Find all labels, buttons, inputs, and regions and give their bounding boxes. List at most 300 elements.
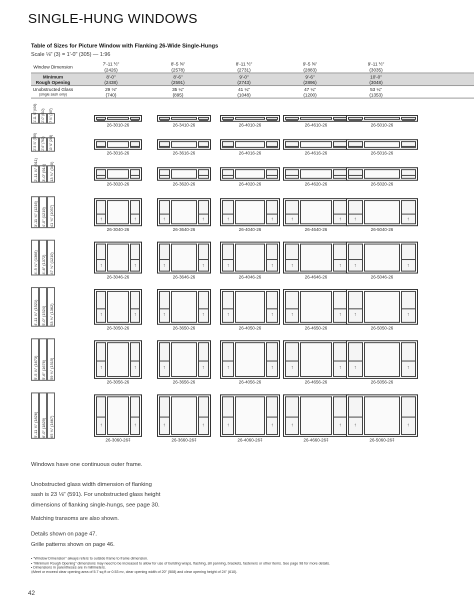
window-unit <box>220 115 280 122</box>
window-code: 26-3660-26‡ <box>171 437 197 443</box>
meeting-rail <box>131 417 139 418</box>
meeting-rail <box>160 120 169 121</box>
window-code: 26-3656-26 <box>172 379 196 385</box>
flanking-sash-right <box>333 244 347 272</box>
row-glass-label: 65 ⅝" (1667) <box>49 415 54 438</box>
picture-pane <box>235 291 265 323</box>
row-window-height-label: 4'-11 ⅞" (1521) <box>33 299 38 326</box>
meeting-rail <box>160 146 169 147</box>
unobstructed-glass-row <box>31 86 474 99</box>
operation-arrow-icon: ↑ <box>291 312 294 319</box>
flanking-sash-left <box>96 244 106 272</box>
operation-arrow-icon: ↑ <box>354 365 357 372</box>
operation-arrow-icon: ↑ <box>407 262 410 269</box>
window-code: 26-4616-26 <box>304 150 328 156</box>
meeting-rail <box>199 146 208 147</box>
flanking-sash-right <box>401 141 416 148</box>
meeting-rail <box>160 175 169 176</box>
picture-pane <box>171 200 197 224</box>
meeting-rail <box>97 259 105 260</box>
window-code: 26-4650-26 <box>304 325 328 331</box>
window-unit <box>346 242 418 274</box>
meeting-rail <box>286 214 298 215</box>
window-code: 26-5050-26 <box>370 325 394 331</box>
row-glass-label: 13 ⅜" (340) <box>49 161 54 182</box>
meeting-rail <box>97 417 105 418</box>
header-cell-metric: (740) <box>105 92 117 98</box>
window-code: 26-4010-26 <box>238 122 262 128</box>
window-code: 26-4660-26‡ <box>303 437 329 443</box>
picture-pane <box>300 342 332 377</box>
window-code: 26-4050-26 <box>238 325 262 331</box>
window-unit <box>157 198 211 226</box>
note-line: Unobstructed glass width dimension of flanking <box>31 481 152 488</box>
page-title: SINGLE-HUNG WINDOWS <box>28 11 198 27</box>
picture-pane <box>107 244 129 272</box>
header-cell <box>220 74 268 85</box>
flanking-sash-left <box>222 342 234 377</box>
meeting-rail <box>131 175 139 176</box>
picture-pane <box>364 342 400 377</box>
picture-pane <box>171 141 197 148</box>
header-cell-metric: (895) <box>172 92 184 98</box>
flanking-sash-right <box>266 141 278 148</box>
operation-arrow-icon: ↑ <box>291 216 294 223</box>
meeting-rail <box>131 214 139 215</box>
meeting-rail <box>402 259 415 260</box>
operation-arrow-icon: ↑ <box>134 312 137 319</box>
window-unit <box>157 289 211 325</box>
row-rough-opening-label: 4'-0" (1219) <box>41 207 46 228</box>
picture-pane <box>235 396 265 435</box>
rough-opening-label-line1: Minimum <box>42 74 64 80</box>
header-cell-metric: (3035) <box>369 67 383 73</box>
window-code: 26-4060-26‡ <box>237 437 263 443</box>
header-cell-imperial: 8'-0" <box>106 74 116 80</box>
meeting-rail <box>131 146 139 147</box>
window-unit <box>283 167 349 181</box>
window-unit <box>220 139 280 150</box>
header-cell <box>154 62 202 73</box>
flanking-sash-right <box>130 244 140 272</box>
meeting-rail <box>199 214 208 215</box>
meeting-rail <box>402 175 415 176</box>
window-unit <box>94 242 142 274</box>
meeting-rail <box>97 214 105 215</box>
flanking-sash-left <box>222 200 234 224</box>
flanking-sash-left <box>285 244 299 272</box>
header-cell <box>352 62 400 73</box>
header-cell <box>352 74 400 85</box>
meeting-rail <box>223 146 233 147</box>
operation-arrow-icon: ↑ <box>202 422 205 429</box>
meeting-rail <box>349 214 362 215</box>
operation-arrow-icon: ↑ <box>202 262 205 269</box>
header-cell-metric: (3048) <box>369 79 383 85</box>
flanking-sash-left <box>285 342 299 377</box>
flanking-sash-right <box>333 141 347 148</box>
window-unit <box>94 139 142 150</box>
rough-opening-row <box>31 73 474 86</box>
flanking-sash-right <box>130 291 140 323</box>
meeting-rail <box>97 361 105 362</box>
picture-pane <box>235 169 265 179</box>
meeting-rail <box>349 175 362 176</box>
header-cell-imperial: 8'-6" <box>173 74 183 80</box>
meeting-rail <box>160 259 169 260</box>
flanking-sash-left <box>159 396 170 435</box>
operation-arrow-icon: ↑ <box>354 262 357 269</box>
window-unit <box>283 242 349 274</box>
meeting-rail <box>402 361 415 362</box>
header-cell-imperial: 9'-0" <box>239 74 249 80</box>
meeting-rail <box>349 361 362 362</box>
header-cell <box>154 74 202 85</box>
meeting-rail <box>267 146 277 147</box>
window-code: 26-3040-26 <box>106 227 130 232</box>
meeting-rail <box>199 259 208 260</box>
window-unit <box>94 289 142 325</box>
meeting-rail <box>199 417 208 418</box>
flanking-sash-right <box>266 169 278 179</box>
operation-arrow-icon: ↑ <box>227 365 230 372</box>
header-cell-imperial: 9'-11 ½" <box>367 61 385 67</box>
operation-arrow-icon: ↑ <box>407 422 410 429</box>
flanking-sash-right <box>401 342 416 377</box>
window-unit <box>157 242 211 274</box>
rough-opening-label-line2: Rough Opening <box>35 79 71 85</box>
operation-arrow-icon: ↑ <box>407 365 410 372</box>
meeting-rail <box>286 259 298 260</box>
window-code: 26-4056-26 <box>238 379 262 385</box>
operation-arrow-icon: ↑ <box>202 312 205 319</box>
flanking-sash-right <box>266 342 278 377</box>
header-cell <box>87 87 135 98</box>
header-cell-imperial: 35 ¼" <box>172 86 184 92</box>
window-unit <box>157 139 211 150</box>
meeting-rail <box>334 175 346 176</box>
header-cell <box>220 62 268 73</box>
picture-pane <box>107 342 129 377</box>
row-glass-label: 10 ⅜" (264) <box>49 134 53 151</box>
picture-pane <box>171 117 197 120</box>
window-code: 26-3620-26 <box>172 181 196 187</box>
header-cell-imperial: 10'-0" <box>370 74 382 80</box>
row-rough-opening-label: 2'-6" (762) <box>41 136 45 151</box>
meeting-rail <box>349 259 362 260</box>
flanking-sash-left <box>96 169 106 179</box>
window-code: 26-5056-26 <box>370 379 394 385</box>
flanking-sash-left <box>159 141 170 148</box>
window-code: 26-3046-26 <box>106 274 130 280</box>
flanking-sash-right <box>401 117 416 120</box>
operation-arrow-icon: ↑ <box>339 365 342 372</box>
transom-note: Matching transoms are also shown. <box>31 516 119 522</box>
operation-arrow-icon: ↑ <box>291 422 294 429</box>
flanking-sash-left <box>285 141 299 148</box>
window-code: 26-5040-26 <box>370 227 394 232</box>
picture-pane <box>364 244 400 272</box>
flanking-sash-right <box>198 396 209 435</box>
meeting-rail <box>267 308 277 309</box>
header-cell <box>87 62 135 73</box>
operation-arrow-icon: ↑ <box>271 262 274 269</box>
flanking-sash-left <box>159 342 170 377</box>
window-code: 26-4610-26 <box>304 122 328 128</box>
window-unit <box>220 198 280 226</box>
window-code: 26-4640-26 <box>304 227 328 232</box>
picture-pane <box>364 291 400 323</box>
window-unit <box>283 198 349 226</box>
meeting-rail <box>349 146 362 147</box>
meeting-rail <box>286 417 298 418</box>
window-unit <box>157 115 211 122</box>
flanking-sash-right <box>266 200 278 224</box>
window-code: 26-3650-26 <box>172 325 196 331</box>
operation-arrow-icon: ↑ <box>163 216 166 223</box>
meeting-rail <box>334 146 346 147</box>
flanking-sash-right <box>198 244 209 272</box>
picture-pane <box>171 342 197 377</box>
flanking-sash-right <box>401 169 416 179</box>
meeting-rail <box>199 175 208 176</box>
table-subtitle: Table of Sizes for Picture Window with Flanking 26-Wide Single-Hungs <box>31 43 219 50</box>
row-window-height-label: 2'-5 ⅞" (758) <box>33 133 37 151</box>
flanking-sash-left <box>222 291 234 323</box>
flanking-sash-left <box>159 244 170 272</box>
window-code: 26-4040-26 <box>238 227 262 232</box>
row-glass-label: 47 ⅝" (1210) <box>49 252 54 275</box>
operation-arrow-icon: ↑ <box>134 262 137 269</box>
window-unit <box>94 394 142 437</box>
operation-arrow-icon: ↑ <box>354 312 357 319</box>
picture-pane <box>107 396 129 435</box>
flanking-sash-left <box>285 200 299 224</box>
row-glass-label: 41 ⅝" (1057) <box>49 204 54 228</box>
window-unit <box>346 198 418 226</box>
flanking-sash-left <box>222 396 234 435</box>
row-rough-opening-label: 5'-0" (1524) <box>41 305 46 326</box>
flanking-sash-left <box>348 291 363 323</box>
meeting-rail <box>334 259 346 260</box>
window-unit <box>94 340 142 379</box>
flanking-sash-left <box>159 169 170 179</box>
window-unit <box>283 115 349 122</box>
window-code: 26-3056-26 <box>106 379 130 385</box>
picture-pane <box>235 342 265 377</box>
size-header-table <box>31 61 474 99</box>
row-window-height-label: 1'-11 ⅞" (606) <box>33 103 37 123</box>
header-cell <box>286 62 334 73</box>
window-unit <box>94 115 142 122</box>
meeting-rail <box>267 214 277 215</box>
window-unit <box>220 340 280 379</box>
meeting-rail <box>349 120 362 121</box>
picture-pane <box>235 117 265 120</box>
operation-arrow-icon: ↑ <box>100 262 103 269</box>
flanking-sash-right <box>198 117 209 120</box>
header-cell-imperial: 29 ⅛" <box>105 86 117 92</box>
footnotes <box>31 557 451 575</box>
row-rough-opening-label: 4'-6" (1372) <box>41 254 46 275</box>
window-code: 26-3646-26 <box>172 274 196 280</box>
scale-note: Scale ⅛" (3) = 1'-0" (305) — 1:96 <box>31 52 111 58</box>
flanking-sash-left <box>222 117 234 120</box>
picture-pane <box>235 141 265 148</box>
flanking-sash-right <box>333 200 347 224</box>
header-cell-imperial: 47 ¼" <box>304 86 316 92</box>
picture-pane <box>107 141 129 148</box>
flanking-sash-right <box>130 141 140 148</box>
flanking-sash-left <box>96 117 106 120</box>
picture-pane <box>364 200 400 224</box>
flanking-sash-right <box>333 117 347 120</box>
window-code: 26-5060-26‡ <box>369 437 395 443</box>
flanking-sash-right <box>198 342 209 377</box>
header-cell <box>352 87 400 98</box>
picture-pane <box>364 117 400 120</box>
header-cell-metric: (1353) <box>369 92 383 98</box>
picture-pane <box>364 396 400 435</box>
operation-arrow-icon: ↑ <box>407 216 410 223</box>
operation-arrow-icon: ↑ <box>134 365 137 372</box>
picture-pane <box>107 291 129 323</box>
meeting-rail <box>223 175 233 176</box>
flanking-sash-left <box>348 141 363 148</box>
header-cell-imperial: 8'-11 ½" <box>235 61 253 67</box>
flanking-sash-right <box>198 169 209 179</box>
flanking-sash-right <box>401 244 416 272</box>
meeting-rail <box>267 361 277 362</box>
flanking-sash-right <box>266 117 278 120</box>
picture-pane <box>107 200 129 224</box>
operation-arrow-icon: ↑ <box>100 216 103 223</box>
operation-arrow-icon: ↑ <box>227 312 230 319</box>
grille-note: Grille patterns shown on page 46. <box>31 542 115 549</box>
row-rough-opening-label: 3'-0" (914) <box>41 163 46 182</box>
flanking-sash-left <box>222 169 234 179</box>
flanking-sash-right <box>333 342 347 377</box>
operation-arrow-icon: ↑ <box>271 216 274 223</box>
flanking-sash-left <box>348 396 363 435</box>
flanking-sash-left <box>285 291 299 323</box>
flanking-sash-left <box>96 291 106 323</box>
row-window-height-label: 4'-5 ⅞" (1368) <box>33 250 38 275</box>
window-unit <box>283 394 349 437</box>
operation-arrow-icon: ↑ <box>227 216 230 223</box>
flanking-sash-right <box>401 200 416 224</box>
header-cell-imperial: 9'-5 ⅝" <box>302 61 318 67</box>
window-unit <box>220 167 280 181</box>
header-cell-metric: (2426) <box>104 67 118 73</box>
row-glass-label: 7 ⅜" (187) <box>49 108 53 123</box>
flanking-sash-right <box>130 169 140 179</box>
flanking-sash-right <box>130 117 140 120</box>
meeting-rail <box>402 120 415 121</box>
row-window-height-label: 2'-11 ⅞" (911) <box>33 158 38 182</box>
page-number: 42 <box>28 590 35 597</box>
header-cell-metric: (2743) <box>237 79 251 85</box>
picture-pane <box>364 141 400 148</box>
window-code: 26-3050-26 <box>106 325 130 331</box>
meeting-rail <box>223 259 233 260</box>
operation-arrow-icon: ↑ <box>100 422 103 429</box>
window-code: 26-5020-26 <box>370 181 394 187</box>
picture-pane <box>107 117 129 120</box>
meeting-rail <box>199 361 208 362</box>
footnote-line: ‡Meet or exceed clear opening area of 5.7 sq ft or 0.53 m², clear opening width of 20" (508) and clear opening height of 24" (610). <box>31 570 238 574</box>
operation-arrow-icon: ↑ <box>134 216 137 223</box>
flanking-sash-left <box>348 342 363 377</box>
window-unit <box>94 198 142 226</box>
picture-pane <box>171 291 197 323</box>
picture-pane <box>364 169 400 179</box>
window-code: 26-4656-26 <box>304 379 328 385</box>
meeting-rail <box>267 120 277 121</box>
picture-pane <box>235 200 265 224</box>
flanking-sash-right <box>333 291 347 323</box>
operation-arrow-icon: ↑ <box>163 422 166 429</box>
header-cell-metric: (2731) <box>237 67 251 73</box>
flanking-sash-left <box>348 244 363 272</box>
flanking-sash-right <box>130 342 140 377</box>
meeting-rail <box>97 146 105 147</box>
window-code: 26-3020-26 <box>106 181 130 187</box>
unobstructed-glass-label-line1: Unobstructed Glass <box>32 86 74 92</box>
operation-arrow-icon: ↑ <box>202 216 205 223</box>
meeting-rail <box>199 120 208 121</box>
note-line: Windows have one continuous outer frame. <box>31 462 143 468</box>
picture-pane <box>300 200 332 224</box>
picture-pane <box>300 117 332 120</box>
window-unit <box>346 394 418 437</box>
window-unit <box>220 289 280 325</box>
header-cell-metric: (2578) <box>171 67 185 73</box>
header-cell <box>154 87 202 98</box>
window-code: 26-4620-26 <box>304 181 328 187</box>
details-note: Details shown on page 47. <box>31 531 97 538</box>
window-unit <box>283 289 349 325</box>
meeting-rail <box>286 146 298 147</box>
flanking-sash-right <box>198 141 209 148</box>
picture-pane <box>171 169 197 179</box>
flanking-sash-right <box>130 200 140 224</box>
meeting-rail <box>349 417 362 418</box>
row-rough-opening-label: 6'-0" (1829) <box>41 417 46 438</box>
footnote-line: • "Minimum Rough Opening" dimensions may need to be increased to allow for use of building wraps, flashing, sill panning, brackets, fasteners or other items. See page 98 for more details. <box>31 561 331 566</box>
picture-pane <box>300 244 332 272</box>
flanking-sash-right <box>266 291 278 323</box>
meeting-rail <box>286 361 298 362</box>
flanking-sash-left <box>96 141 106 148</box>
window-code: 26-3010-26 <box>106 122 130 128</box>
window-unit <box>346 289 418 325</box>
header-cell <box>286 87 334 98</box>
header-cell <box>220 87 268 98</box>
flanking-sash-left <box>159 200 170 224</box>
window-unit <box>346 340 418 379</box>
window-code: 26-4016-26 <box>238 150 262 156</box>
flanking-sash-right <box>333 169 347 179</box>
operation-arrow-icon: ↑ <box>271 422 274 429</box>
row-glass-label: 53 ⅝" (1362) <box>49 303 54 326</box>
meeting-rail <box>223 361 233 362</box>
meeting-rail <box>286 308 298 309</box>
meeting-rail <box>97 175 105 176</box>
window-code: 26-5010-26 <box>370 122 394 128</box>
flanking-sash-right <box>198 200 209 224</box>
operation-arrow-icon: ↑ <box>271 312 274 319</box>
